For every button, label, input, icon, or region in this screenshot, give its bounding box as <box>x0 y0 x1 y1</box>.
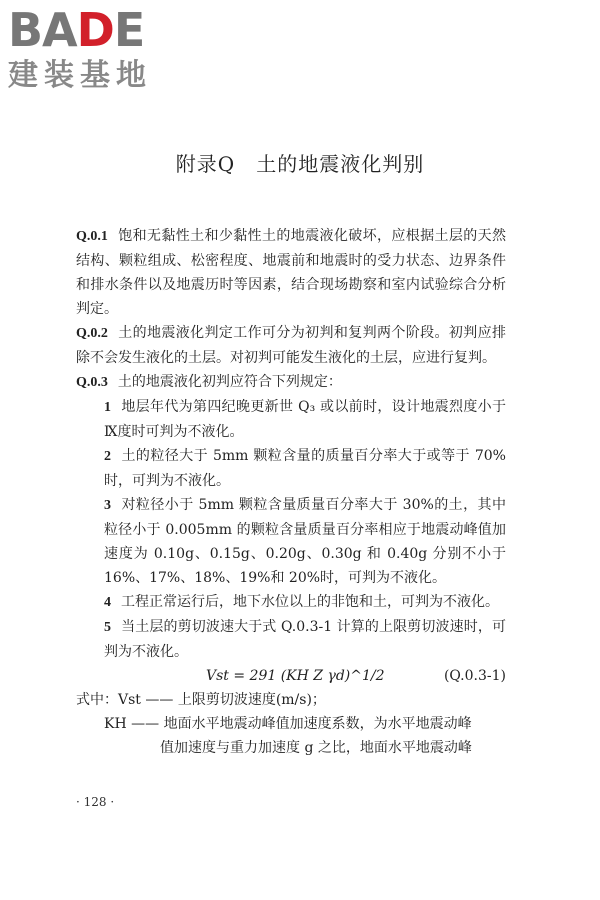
where-line-kh-cont: 值加速度与重力加速度 g 之比，地面水平地震动峰 <box>160 740 472 756</box>
formula-expression: Vst = 291 (KH Z γd)^1/2 <box>206 668 385 684</box>
list-item: 4 工程正常运行后，地下水位以上的非饱和土，可判为不液化。 <box>104 594 499 610</box>
formula-q031 <box>76 664 506 688</box>
list-item: 2 土的粒径大于 5mm 颗粒含量的质量百分率大于或等于 70%时，可判为不液化。 <box>104 448 506 489</box>
where-line-vst: 式中：Vst —— 上限剪切波速度(m/s)； <box>76 692 326 708</box>
list-item: 5 当土层的剪切波速大于式 Q.0.3-1 计算的上限剪切波速时，可判为不液化。 <box>104 619 506 660</box>
page-number: · 128 · <box>76 795 115 809</box>
appendix-title: 附录Q 土的地震液化判别 <box>175 152 425 176</box>
logo-subtitle: 建装基地 <box>8 58 152 93</box>
formula-label: (Q.0.3-1) <box>443 668 506 684</box>
clause-q01: Q.0.1 饱和无黏性土和少黏性土的地震液化破坏，应根据土层的天然结构、颗粒组成、松密程度、地震前和地震时的受力状态、边界条件和排水条件以及地震历时等因素，结合现场勘察和室内试验综合分析判定。 <box>76 228 506 317</box>
list-item: 3 对粒径小于 5mm 颗粒含量质量百分率大于 30%的土，其中粒径小于 0.005mm 的颗粒含量质量百分率相应于地震动峰值加速度为 0.10g、0.15g、0.20g、0.30g 和 0.40g 分别不小于 16%、17%、18%、19%和 20%时，可判为不液化。 <box>104 497 506 586</box>
document-body <box>76 224 506 760</box>
bade-logo <box>8 4 178 94</box>
list-item: 1 地层年代为第四纪晚更新世 Q₃ 或以前时，设计地震烈度小于Ⅸ度时可判为不液化。 <box>104 399 506 440</box>
where-line-kh: KH —— 地面水平地震动峰值加速度系数，为水平地震动峰 <box>104 716 472 732</box>
clause-q02: Q.0.2 土的地震液化判定工作可分为初判和复判两个阶段。初判应排除不会发生液化的土层。对初判可能发生液化的土层，应进行复判。 <box>76 325 506 366</box>
logo-wordmark: BADE <box>8 3 145 57</box>
clause-q03: Q.0.3 土的地震液化初判应符合下列规定： <box>76 374 342 390</box>
